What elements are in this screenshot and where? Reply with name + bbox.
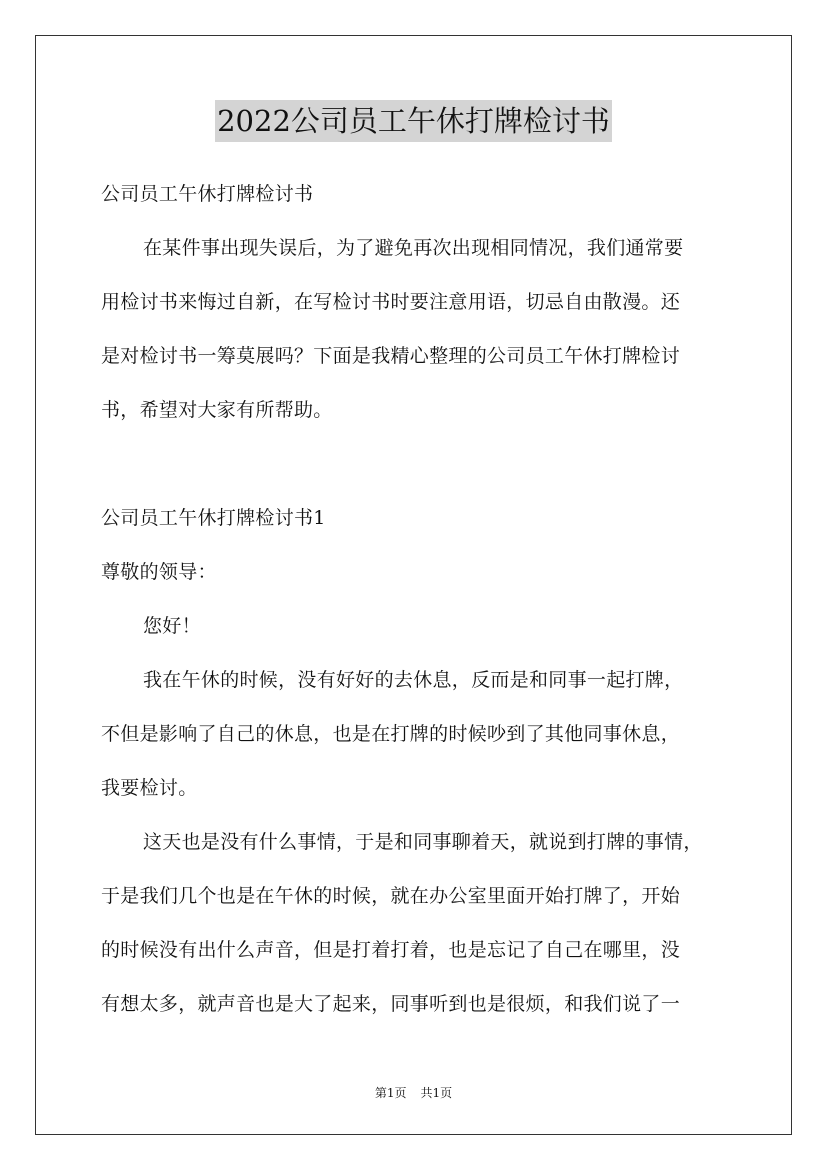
para1-line-3: 我要检讨。 bbox=[101, 777, 198, 799]
page-footer bbox=[0, 1084, 827, 1101]
document-title: 2022公司员工午休打牌检讨书 bbox=[215, 100, 612, 142]
intro-line-3: 是对检讨书一筹莫展吗？下面是我精心整理的公司员工午休打牌检讨 bbox=[101, 345, 681, 367]
document-subtitle: 公司员工午休打牌检讨书 bbox=[101, 183, 314, 205]
para1-line-2: 不但是影响了自己的休息，也是在打牌的时候吵到了其他同事休息， bbox=[101, 723, 681, 745]
section-heading: 公司员工午休打牌检讨书1 bbox=[101, 507, 326, 529]
intro-line-2: 用检讨书来悔过自新，在写检讨书时要注意用语，切忌自由散漫。还 bbox=[101, 291, 681, 313]
greeting: 您好！ bbox=[143, 615, 201, 637]
para2-line-2: 于是我们几个也是在午休的时候，就在办公室里面开始打牌了，开始 bbox=[101, 885, 681, 907]
salutation: 尊敬的领导： bbox=[101, 561, 217, 583]
page-number-current: 第1页 bbox=[374, 1086, 407, 1100]
page-number-total: 共1页 bbox=[420, 1086, 453, 1100]
para2-line-4: 有想太多，就声音也是大了起来，同事听到也是很烦，和我们说了一 bbox=[101, 993, 681, 1015]
para1-line-1: 我在午休的时候，没有好好的去休息，反而是和同事一起打牌， bbox=[143, 669, 684, 691]
intro-line-4: 书，希望对大家有所帮助。 bbox=[101, 399, 333, 421]
intro-line-1: 在某件事出现失误后，为了避免再次出现相同情况，我们通常要 bbox=[143, 237, 684, 259]
title-container bbox=[0, 100, 827, 142]
para2-line-1: 这天也是没有什么事情，于是和同事聊着天，就说到打牌的事情， bbox=[143, 831, 703, 853]
para2-line-3: 的时候没有出什么声音，但是打着打着，也是忘记了自己在哪里，没 bbox=[101, 939, 681, 961]
